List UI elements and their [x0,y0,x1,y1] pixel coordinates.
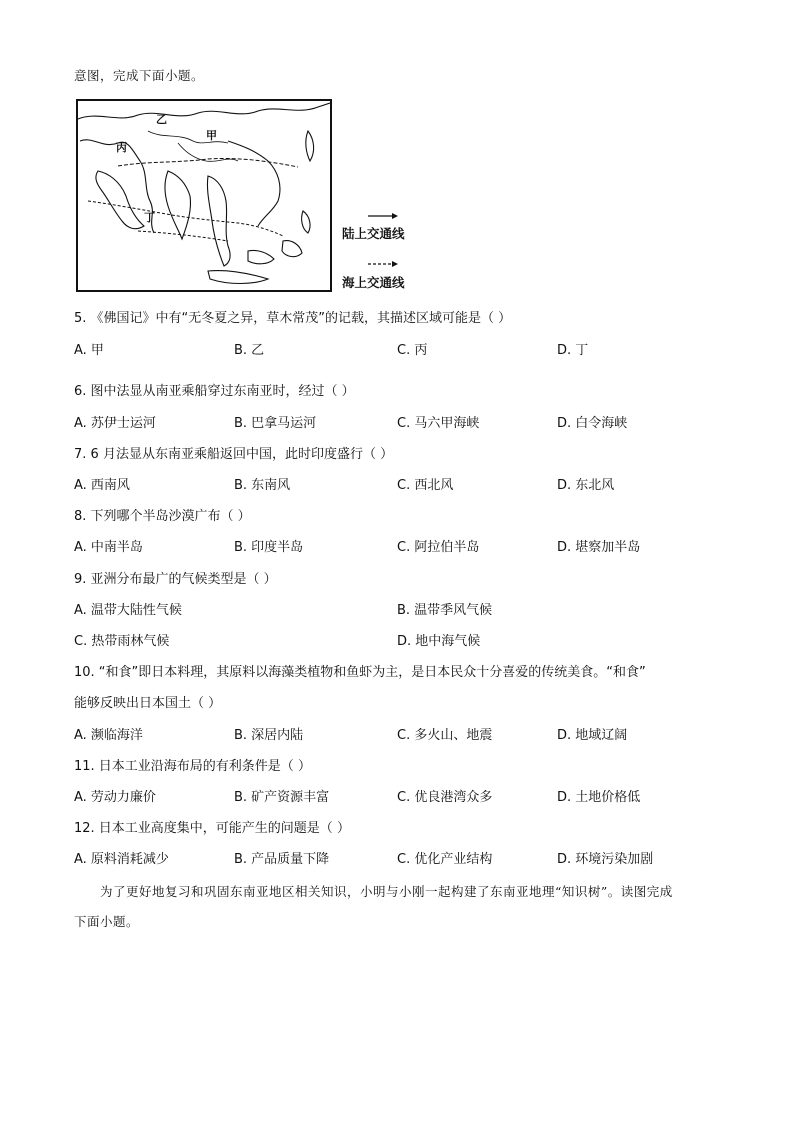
q5-option-d: D. 丁 [557,343,589,358]
question-11: 11. 日本工业沿海布局的有利条件是（ ） [74,759,311,774]
q6-option-d: D. 白令海峡 [557,416,628,431]
legend-sea-route: 海上交通线 [342,275,405,290]
q5-option-a: A. 甲 [74,343,104,358]
question-10: 10. “和食”即日本料理，其原料以海藻类植物和鱼虾为主，是日本民众十分喜爱的传统美食。“和食” [74,665,646,680]
question-10-line2: 能够反映出日本国土（ ） [74,696,222,711]
q9-option-a: A. 温带大陆性气候 [74,603,182,618]
map-label-ding: 丁 [144,211,155,224]
q10-option-b: B. 深居内陆 [234,728,304,743]
q12-option-d: D. 环境污染加剧 [557,852,654,867]
q7-option-d: D. 东北风 [557,478,615,493]
map-drawing [78,101,330,290]
q9-option-c: C. 热带雨林气候 [74,634,170,649]
q8-option-b: B. 印度半岛 [234,540,304,555]
q11-option-c: C. 优良港湾众多 [397,790,493,805]
q7-option-b: B. 东南风 [234,478,291,493]
q5-option-b: B. 乙 [234,343,265,358]
q7-option-c: C. 西北风 [397,478,454,493]
question-5: 5. 《佛国记》中有“无冬夏之异，草木常茂”的记载，其描述区域可能是（ ） [74,311,512,326]
q10-option-d: D. 地域辽阔 [557,728,628,743]
q6-option-a: A. 苏伊士运河 [74,416,156,431]
intro-text: 意图，完成下面小题。 [74,68,205,83]
q11-option-d: D. 土地价格低 [557,790,641,805]
q12-option-b: B. 产品质量下降 [234,852,330,867]
q10-option-a: A. 濒临海洋 [74,728,143,743]
q12-option-a: A. 原料消耗减少 [74,852,169,867]
map-label-jia: 甲 [206,129,217,142]
q6-option-c: C. 马六甲海峡 [397,416,480,431]
q7-option-a: A. 西南风 [74,478,130,493]
q8-option-d: D. 堪察加半岛 [557,540,641,555]
map-legend [342,210,432,300]
asia-route-map [76,99,332,292]
q9-option-d: D. 地中海气候 [397,634,481,649]
map-label-yi: 乙 [156,113,167,126]
q6-option-b: B. 巴拿马运河 [234,416,317,431]
question-8: 8. 下列哪个半岛沙漠广布（ ） [74,509,251,524]
closing-paragraph-line1: 为了更好地复习和巩固东南亚地区相关知识，小明与小刚一起构建了东南亚地理“知识树”。读图完成 [100,884,673,899]
q12-option-c: C. 优化产业结构 [397,852,493,867]
q11-option-b: B. 矿产资源丰富 [234,790,330,805]
q9-option-b: B. 温带季风气候 [397,603,493,618]
q11-option-a: A. 劳动力廉价 [74,790,156,805]
question-9: 9. 亚洲分布最广的气候类型是（ ） [74,572,277,587]
q10-option-c: C. 多火山、地震 [397,728,493,743]
closing-paragraph-line2: 下面小题。 [74,914,140,929]
question-7: 7. 6 月法显从东南亚乘船返回中国，此时印度盛行（ ） [74,447,394,462]
question-6: 6. 图中法显从南亚乘船穿过东南亚时，经过（ ） [74,384,355,399]
question-12: 12. 日本工业高度集中，可能产生的问题是（ ） [74,821,350,836]
legend-land-route: 陆上交通线 [342,226,405,241]
q8-option-c: C. 阿拉伯半岛 [397,540,480,555]
q8-option-a: A. 中南半岛 [74,540,143,555]
map-label-bing: 丙 [116,141,127,154]
q5-option-c: C. 丙 [397,343,428,358]
